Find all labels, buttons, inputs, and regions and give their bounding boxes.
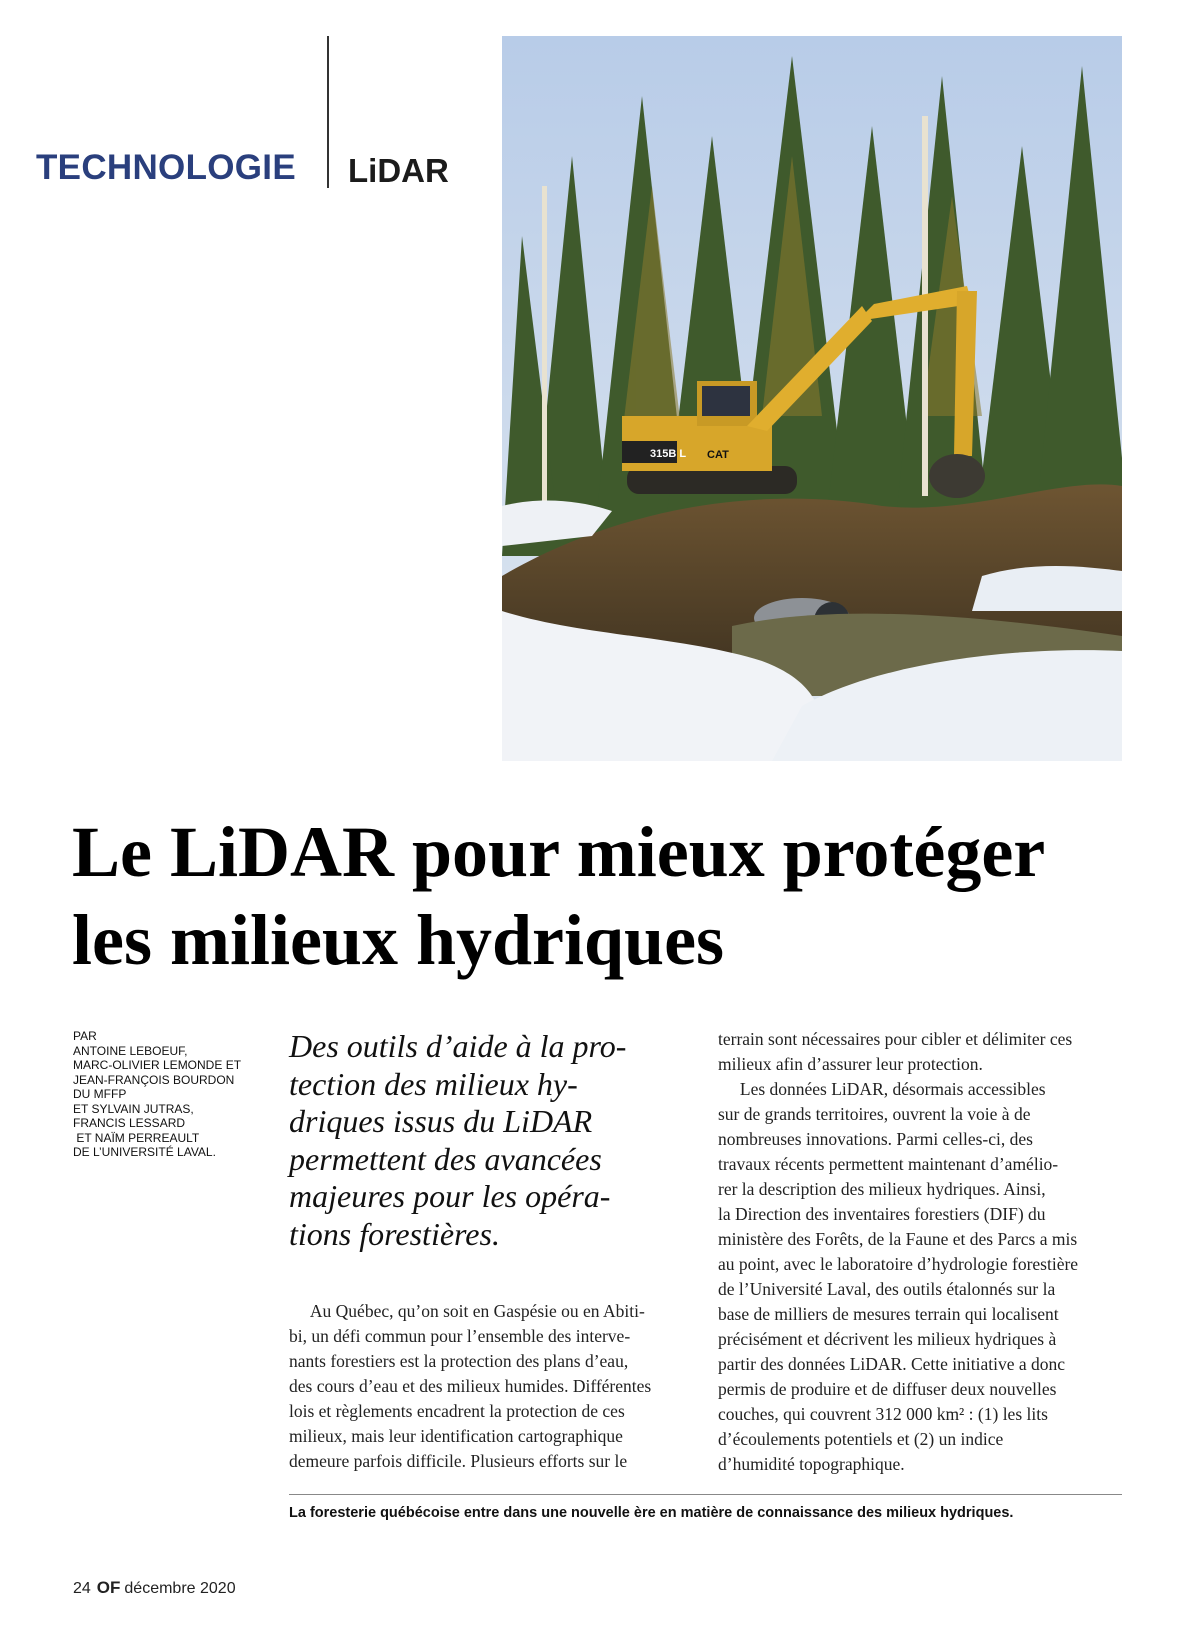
byline-line: MARC-OLIVIER LEMONDE ET	[73, 1058, 242, 1072]
magazine-name: OF	[96, 1578, 121, 1597]
body-line: milieux, mais leur identification cartographique	[289, 1426, 623, 1446]
body-line: travaux récents permettent maintenant d’amélio-	[718, 1154, 1059, 1174]
byline-line: ANTOINE LEBOEUF,	[73, 1043, 188, 1058]
body-line: couches, qui couvrent 312 000 km² : (1) les lits	[718, 1404, 1048, 1424]
byline-line: JEAN-FRANÇOIS BOURDON	[73, 1072, 235, 1087]
body-line: des cours d’eau et des milieux humides. Différentes	[289, 1376, 652, 1396]
lede-line: Des outils d’aide à la pro-	[289, 1028, 627, 1064]
caption-rule	[289, 1494, 1122, 1495]
byline-line: DU MFFP	[73, 1087, 127, 1101]
article-lede	[289, 1028, 674, 1253]
title-line: Le LiDAR pour mieux protéger	[72, 812, 1046, 892]
byline	[73, 1029, 273, 1160]
lede-line: tions forestières.	[289, 1215, 500, 1252]
byline-line: PAR	[73, 1029, 97, 1043]
issue-date: décembre 2020	[124, 1580, 236, 1597]
byline-line: ET SYLVAIN JUTRAS,	[73, 1101, 194, 1116]
body-line: milieux afin d’assurer leur protection.	[718, 1054, 983, 1074]
body-line: sur de grands territoires, ouvrent la voie à de	[718, 1104, 1031, 1124]
body-line: terrain sont nécessaires pour cibler et délimiter ces	[718, 1029, 1073, 1049]
body-line: d’humidité topographique.	[718, 1454, 905, 1474]
byline-line: ET NAÏM PERREAULT	[73, 1130, 200, 1145]
body-line: rer la description des milieux hydriques. Ainsi,	[718, 1179, 1046, 1199]
body-line: de l’Université Laval, des outils étalonnés sur la	[718, 1279, 1056, 1299]
section-name: TECHNOLOGIE	[36, 148, 296, 187]
body-line: Les données LiDAR, désormais accessibles	[718, 1079, 1046, 1099]
page-number: 24	[73, 1580, 91, 1597]
header-divider	[327, 36, 329, 188]
photo-caption: La foresterie québécoise entre dans une nouvelle ère en matière de connaissance des milieux hydriques.	[289, 1505, 1014, 1521]
body-line: lois et règlements encadrent la protection de ces	[289, 1401, 625, 1421]
body-column-2	[718, 1027, 1128, 1477]
body-line: demeure parfois difficile. Plusieurs efforts sur le	[289, 1451, 628, 1471]
page-footer	[73, 1578, 236, 1598]
body-line: au point, avec le laboratoire d’hydrologie forestière	[718, 1254, 1079, 1274]
body-line: nombreuses innovations. Parmi celles-ci, des	[718, 1129, 1033, 1149]
body-line: base de milliers de mesures terrain qui localisent	[718, 1304, 1059, 1324]
body-line: ministère des Forêts, de la Faune et des Parcs a mis	[718, 1229, 1078, 1249]
byline-line: DE L’UNIVERSITÉ LAVAL.	[73, 1145, 216, 1159]
body-line: précisément et décrivent les milieux hydriques à	[718, 1329, 1057, 1349]
title-line: les milieux hydriques	[72, 900, 725, 980]
body-line: bi, un défi commun pour l’ensemble des interve-	[289, 1326, 631, 1346]
body-line: nants forestiers est la protection des plans d’eau,	[289, 1351, 629, 1371]
body-line: partir des données LiDAR. Cette initiative a donc	[718, 1354, 1065, 1374]
body-column-1	[289, 1299, 689, 1474]
body-line: la Direction des inventaires forestiers (DIF) du	[718, 1204, 1046, 1224]
body-line: Au Québec, qu’on soit en Gaspésie ou en Abiti-	[289, 1301, 645, 1321]
section-label	[36, 148, 296, 188]
lede-line: tection des milieux hy-	[289, 1065, 578, 1102]
byline-line: FRANCIS LESSARD	[73, 1116, 186, 1130]
lede-line: majeures pour les opéra-	[289, 1178, 611, 1214]
hero-photo	[502, 36, 1122, 761]
body-line: d’écoulements potentiels et (2) un indice	[718, 1429, 1004, 1449]
machine-plate: 315B L	[650, 448, 687, 460]
subsection-name: LiDAR	[348, 152, 449, 189]
article-title	[72, 808, 1142, 984]
machine-brand: CAT	[707, 449, 729, 461]
lede-line: driques issus du LiDAR	[289, 1103, 593, 1139]
body-line: permis de produire et de diffuser deux nouvelles	[718, 1379, 1057, 1399]
lede-line: permettent des avancées	[289, 1140, 602, 1177]
